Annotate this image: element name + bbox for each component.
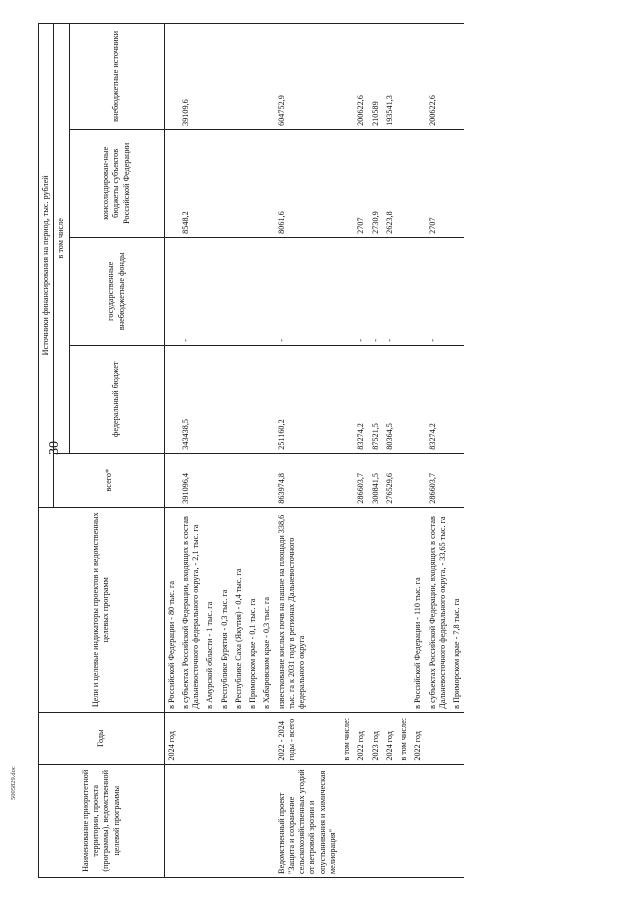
cell-goal: в Приморском крае - 0,1 тыс. га: [246, 507, 260, 712]
cell-state: -: [275, 237, 341, 345]
header-regional: консолидирован-ные бюджеты субъектов Российской Федерации: [69, 129, 164, 237]
cell-goal: в Приморском крае - 7,8 тыс. га: [450, 507, 464, 712]
cell-name: [203, 764, 217, 877]
cell-goal: в Амурской области - 1 тыс. га: [203, 507, 217, 712]
cell-total: 286603,7: [354, 453, 368, 507]
cell-extra: [218, 24, 232, 130]
cell-name: [354, 764, 368, 877]
cell-regional: 2707: [354, 129, 368, 237]
cell-state: [340, 237, 354, 345]
header-years: Годы: [39, 712, 165, 764]
cell-name: [218, 764, 232, 877]
cell-federal: [232, 345, 246, 453]
cell-name: Ведомственный проект "Защита и сохранение сельскохозяйственных угодий от ветровой эрозии и опустынивания и химическая мелиорация": [275, 764, 341, 877]
table-row: [203, 24, 217, 878]
cell-name: [232, 764, 246, 877]
cell-regional: 2707: [426, 129, 451, 237]
cell-extra: 193541,3: [383, 24, 397, 130]
cell-regional: [203, 129, 217, 237]
cell-goal: в Российской Федерации - 110 тыс. га: [411, 507, 425, 712]
cell-extra: [397, 24, 411, 130]
cell-state: -: [179, 237, 204, 345]
cell-federal: [450, 345, 464, 453]
cell-year: [203, 712, 217, 764]
cell-total: [397, 453, 411, 507]
cell-goal: [369, 507, 383, 712]
cell-year: в том числе:: [397, 712, 411, 764]
table-row: [354, 24, 368, 878]
cell-total: 276529,6: [383, 453, 397, 507]
cell-state: -: [369, 237, 383, 345]
table-row: [246, 24, 260, 878]
cell-year: 2022 год: [354, 712, 368, 764]
cell-goal: в Российской Федерации - 80 тыс. га: [164, 507, 179, 712]
cell-state: [450, 237, 464, 345]
cell-regional: 8061,6: [275, 129, 341, 237]
cell-name: [411, 764, 425, 877]
financing-table: [38, 23, 464, 878]
cell-federal: 83274,2: [426, 345, 451, 453]
cell-regional: [164, 129, 179, 237]
cell-regional: 8548,2: [179, 129, 204, 237]
cell-extra: [260, 24, 274, 130]
cell-state: [232, 237, 246, 345]
cell-name: [246, 764, 260, 877]
cell-federal: [246, 345, 260, 453]
cell-goal: [354, 507, 368, 712]
header-federal: федеральный бюджет: [69, 345, 164, 453]
table-body: [164, 24, 464, 878]
cell-name: [179, 764, 204, 877]
table-row: [411, 24, 425, 878]
cell-state: -: [354, 237, 368, 345]
cell-regional: [411, 129, 425, 237]
cell-regional: [260, 129, 274, 237]
cell-year: [260, 712, 274, 764]
cell-regional: [218, 129, 232, 237]
cell-year: [179, 712, 204, 764]
cell-year: 2022 год: [411, 712, 425, 764]
cell-name: [426, 764, 451, 877]
cell-federal: 343438,5: [179, 345, 204, 453]
cell-federal: [411, 345, 425, 453]
cell-extra: [450, 24, 464, 130]
cell-total: [246, 453, 260, 507]
table-row: [397, 24, 411, 878]
cell-year: [232, 712, 246, 764]
cell-federal: [203, 345, 217, 453]
cell-state: -: [383, 237, 397, 345]
cell-federal: [340, 345, 354, 453]
rotated-table-container: [38, 23, 593, 878]
cell-total: 863974,8: [275, 453, 341, 507]
header-sources: Источники финансирования на период, тыс. рублей: [39, 24, 54, 508]
cell-federal: 83274,2: [354, 345, 368, 453]
cell-year: [246, 712, 260, 764]
cell-total: [450, 453, 464, 507]
cell-total: [260, 453, 274, 507]
cell-state: [203, 237, 217, 345]
cell-year: 2022 - 2024 годы - всего: [275, 712, 341, 764]
table-row: [218, 24, 232, 878]
cell-state: [246, 237, 260, 345]
cell-year: 2024 год: [383, 712, 397, 764]
cell-extra: [203, 24, 217, 130]
cell-extra: 200622,6: [354, 24, 368, 130]
cell-name: [383, 764, 397, 877]
cell-extra: [232, 24, 246, 130]
cell-state: [411, 237, 425, 345]
cell-total: [411, 453, 425, 507]
table-row: [450, 24, 464, 878]
cell-goal: в Хабаровском крае - 0,3 тыс. га: [260, 507, 274, 712]
cell-goal: в Республике Бурятия - 0,3 тыс. га: [218, 507, 232, 712]
cell-extra: 200622,6: [426, 24, 451, 130]
cell-federal: [218, 345, 232, 453]
cell-name: [164, 764, 179, 877]
table-row: [426, 24, 451, 878]
cell-state: -: [426, 237, 451, 345]
cell-federal: 251160,2: [275, 345, 341, 453]
header-extra: внебюджетные источники: [69, 24, 164, 130]
cell-goal: [397, 507, 411, 712]
cell-total: [218, 453, 232, 507]
cell-extra: 604752,9: [275, 24, 341, 130]
cell-federal: [260, 345, 274, 453]
cell-extra: 210589: [369, 24, 383, 130]
cell-name: [340, 764, 354, 877]
cell-state: [164, 237, 179, 345]
cell-state: [397, 237, 411, 345]
cell-goal: в субъектах Российской Федерации, входящих в состав Дальневосточного федерального округа, - 33,65 тыс. га: [426, 507, 451, 712]
cell-federal: 87521,5: [369, 345, 383, 453]
cell-year: 2024 год: [164, 712, 179, 764]
cell-year: 2023 год: [369, 712, 383, 764]
cell-year: [450, 712, 464, 764]
cell-name: [260, 764, 274, 877]
table-row: [275, 24, 341, 878]
cell-name: [450, 764, 464, 877]
cell-regional: 2730,9: [369, 129, 383, 237]
cell-total: 300841,5: [369, 453, 383, 507]
header-state-funds: государственные внебюджетные фонды: [69, 237, 164, 345]
cell-goal: в субъектах Российской Федерации, входящих в состав Дальневосточного федерального округа, - 2,1 тыс. га: [179, 507, 204, 712]
cell-regional: [340, 129, 354, 237]
cell-goal: в Республике Саха (Якутия) - 0,4 тыс. га: [232, 507, 246, 712]
cell-extra: [340, 24, 354, 130]
cell-regional: [397, 129, 411, 237]
cell-extra: [246, 24, 260, 130]
cell-goal: известкование кислых почв на пашне на площади 338,6 тыс. га к 2031 году в регионах Дальневосточного федерального округа: [275, 507, 341, 712]
cell-total: 286603,7: [426, 453, 451, 507]
cell-federal: [397, 345, 411, 453]
cell-total: [164, 453, 179, 507]
header-including: в том числе: [54, 24, 69, 454]
document-footer: 5005829.doc: [10, 766, 17, 800]
table-row: [340, 24, 354, 878]
cell-regional: [232, 129, 246, 237]
cell-state: [260, 237, 274, 345]
cell-federal: [164, 345, 179, 453]
page-number: 30: [47, 441, 62, 455]
table-row: [369, 24, 383, 878]
cell-extra: [411, 24, 425, 130]
header-name: Наименование приоритетной территории, проекта (программы), ведомственной целевой программы: [39, 764, 165, 877]
cell-regional: [450, 129, 464, 237]
table-row: [164, 24, 179, 878]
header-goals: Цели и целевые индикаторы проектов и ведомственных целевых программ: [39, 507, 165, 712]
cell-total: [232, 453, 246, 507]
cell-name: [369, 764, 383, 877]
cell-regional: 2623,8: [383, 129, 397, 237]
cell-extra: 39109,6: [179, 24, 204, 130]
cell-regional: [246, 129, 260, 237]
cell-goal: [340, 507, 354, 712]
cell-state: [218, 237, 232, 345]
cell-total: [203, 453, 217, 507]
cell-year: в том числе:: [340, 712, 354, 764]
cell-extra: [164, 24, 179, 130]
cell-federal: 80364,5: [383, 345, 397, 453]
cell-goal: [383, 507, 397, 712]
cell-total: 391096,4: [179, 453, 204, 507]
header-total: всего*: [54, 453, 164, 507]
table-row: [383, 24, 397, 878]
cell-year: [426, 712, 451, 764]
cell-total: [340, 453, 354, 507]
cell-year: [218, 712, 232, 764]
table-row: [232, 24, 246, 878]
cell-name: [397, 764, 411, 877]
table-row: [179, 24, 204, 878]
table-row: [260, 24, 274, 878]
